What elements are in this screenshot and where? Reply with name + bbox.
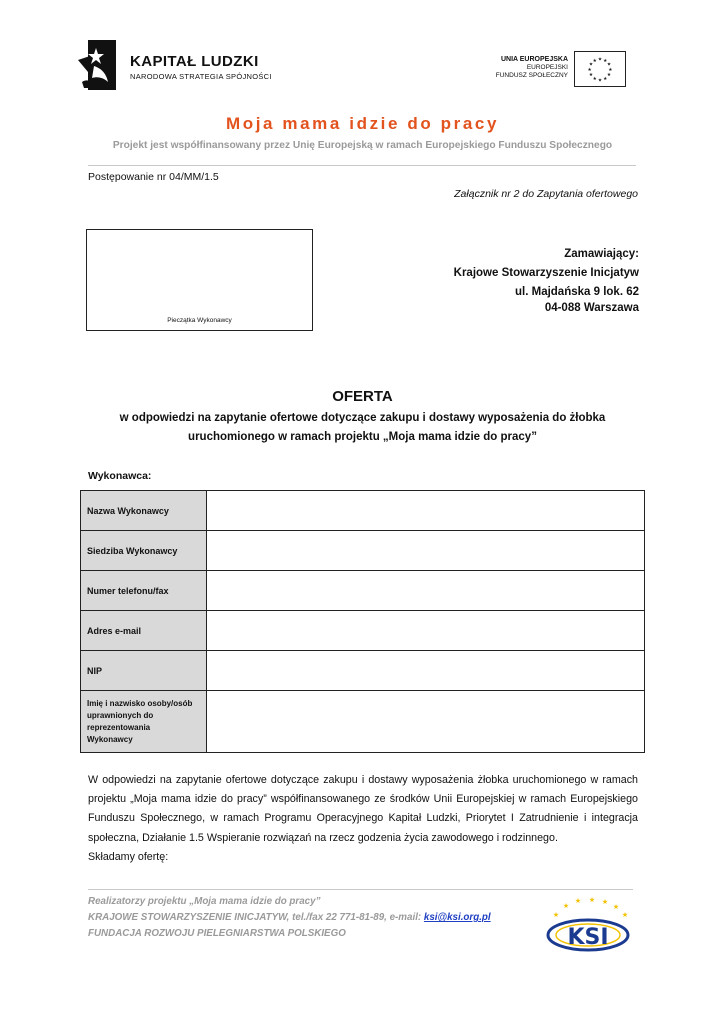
svg-text:★: ★ <box>606 73 612 79</box>
offer-body-text <box>88 771 638 867</box>
client-label: Zamawiający: <box>564 248 639 260</box>
offer-description <box>0 409 725 447</box>
svg-text:★: ★ <box>601 898 609 906</box>
form-label: Siedziba Wykonawcy <box>81 531 207 571</box>
offer-body-closing: Składamy ofertę: <box>88 850 169 863</box>
client-address <box>454 245 639 315</box>
form-label-representative <box>81 691 207 753</box>
footer-divider <box>88 889 633 890</box>
form-label: Adres e-mail <box>81 611 207 651</box>
svg-text:★: ★ <box>562 902 570 910</box>
header-divider <box>88 165 636 166</box>
eu-flag-icon <box>574 51 626 87</box>
form-field-seat[interactable] <box>207 531 645 571</box>
form-row-nip <box>81 651 645 691</box>
svg-text:★: ★ <box>588 896 596 904</box>
footer-line3: FUNDACJA ROZWOJU PIELEGNIARSTWA POLSKIEGO <box>88 928 346 939</box>
svg-text:★: ★ <box>592 76 597 82</box>
footer-text <box>88 894 491 942</box>
eu-logo-line3: FUNDUSZ SPOŁECZNY <box>495 72 568 79</box>
form-field-phone[interactable] <box>207 571 645 611</box>
form-label: Nazwa Wykonawcy <box>81 491 207 531</box>
footer-line1: Realizatorzy projektu „Moja mama idzie do pracy” <box>88 896 321 907</box>
offer-description-line2: uruchomionego w ramach projektu „Moja mama idzie do pracy” <box>188 431 537 443</box>
svg-text:★: ★ <box>612 903 620 911</box>
svg-text:★: ★ <box>597 57 603 63</box>
eu-logo-text <box>480 56 568 80</box>
eu-logo-line1: UNIA EUROPEJSKA <box>500 56 568 63</box>
procedure-number: Postępowanie nr 04/MM/1.5 <box>88 171 219 183</box>
svg-text:★: ★ <box>606 62 612 68</box>
form-label: NIP <box>81 651 207 691</box>
form-row-name <box>81 491 645 531</box>
offer-title: OFERTA <box>332 388 393 405</box>
form-label-line: uprawnionych do <box>87 710 154 720</box>
svg-text:★: ★ <box>592 58 597 64</box>
svg-text:★: ★ <box>552 911 560 919</box>
form-label: Numer telefonu/fax <box>81 571 207 611</box>
form-field-name[interactable] <box>207 491 645 531</box>
client-street: ul. Majdańska 9 lok. 62 <box>515 286 639 298</box>
svg-text:★: ★ <box>603 58 608 64</box>
form-row-seat <box>81 531 645 571</box>
svg-text:★: ★ <box>597 78 603 84</box>
contractor-label: Wykonawca: <box>88 470 152 482</box>
kapital-ludzki-title: KAPITAŁ LUDZKI <box>130 53 259 70</box>
kapital-ludzki-emblem-icon <box>76 38 118 92</box>
client-name: Krajowe Stowarzyszenie Inicjatyw <box>453 267 639 279</box>
footer-line2 <box>88 910 491 926</box>
ksi-logo-text: KSI <box>567 925 609 950</box>
form-field-representative[interactable] <box>207 691 645 753</box>
form-label-line: reprezentowania <box>87 722 151 732</box>
form-label-line: Wykonawcy <box>87 734 133 744</box>
footer-line2-prefix: KRAJOWE STOWARZYSZENIE INICJATYW, tel./fax 22 771-81-89, e-mail: <box>88 912 424 923</box>
svg-text:★: ★ <box>574 897 582 905</box>
eu-logo-line2: EUROPEJSKI <box>526 64 568 71</box>
form-field-nip[interactable] <box>207 651 645 691</box>
contractor-stamp-box <box>86 229 313 331</box>
svg-text:★: ★ <box>608 67 613 73</box>
project-title: Moja mama idzie do pracy <box>225 114 500 133</box>
svg-text:★: ★ <box>587 67 592 73</box>
svg-text:★: ★ <box>621 911 629 919</box>
svg-text:★: ★ <box>588 62 594 68</box>
ksi-logo-icon <box>542 895 634 957</box>
offer-body-paragraph: W odpowiedzi na zapytanie ofertowe dotyczące zakupu i dostawy wyposażenia żłobka uruchomionego w ramach projektu „Moja mama idzie do pracy” współfinansowanego ze środków Unii Europejskiej w ramach Europejskiego Funduszu Społecznego, w ramach Programu Operacyjnego Kapitał Ludzki, Priorytet I Zatrudnienie i integracja społeczna, Działanie 1.5 Wspieranie rozwiązań na rzecz godzenia życia zawodowego i rodzinnego. <box>88 774 638 844</box>
client-city: 04-088 Warszawa <box>544 302 639 314</box>
project-subtitle: Projekt jest współfinansowany przez Unię Europejską w ramach Europejskiego Funduszu Społecznego <box>112 140 613 151</box>
form-label-line: Imię i nazwisko osoby/osób <box>87 698 193 708</box>
svg-text:★: ★ <box>603 76 608 82</box>
kapital-ludzki-subtitle: NARODOWA STRATEGIA SPÓJNOŚCI <box>130 72 272 81</box>
kapital-ludzki-logo <box>76 38 276 94</box>
stamp-label: Pieczątka Wykonawcy <box>167 317 232 324</box>
form-row-phone <box>81 571 645 611</box>
form-row-representative <box>81 691 645 753</box>
footer-email-link[interactable]: ksi@ksi.org.pl <box>423 912 491 923</box>
annex-label: Załącznik nr 2 do Zapytania ofertowego <box>454 188 638 200</box>
offer-description-line1: w odpowiedzi na zapytanie ofertowe dotyczące zakupu i dostawy wyposażenia do żłobka <box>119 412 606 424</box>
form-row-email <box>81 611 645 651</box>
form-field-email[interactable] <box>207 611 645 651</box>
contractor-form-table <box>80 490 645 753</box>
svg-text:★: ★ <box>588 73 594 79</box>
